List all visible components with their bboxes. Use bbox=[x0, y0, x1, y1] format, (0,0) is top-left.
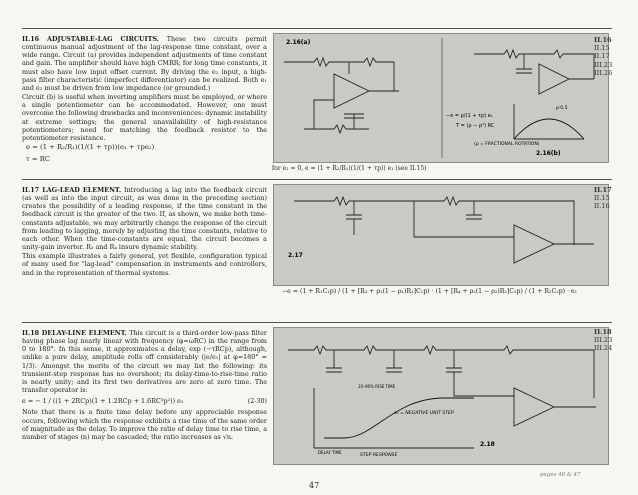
annot-rho-half: ρ·0.5 bbox=[556, 106, 568, 111]
figure-2-18 bbox=[273, 327, 609, 465]
ref-item[interactable]: II.15 bbox=[594, 194, 610, 203]
ref-item[interactable]: III.23 bbox=[594, 60, 613, 69]
refs-ii17 bbox=[594, 186, 612, 211]
section-ii17-para1: Introducing a lag into the feedback circuit (as well as into the input circuit, as was done in the preceding section) creates the possibility of a leading response, if the time constant in the feedback circuit is the greater of the two. If, as shown, we make both time-constants adjustable, we may arbitrarily change the response of the circuit from leading to lagging, merely by adjusting the time constants, relative to each other. When the time-constants are equal, the circuit becomes a unity-gain inverter. R₃ and R₄ insure dynamic stability. bbox=[22, 186, 267, 252]
ref-item[interactable]: III.24 bbox=[594, 344, 613, 353]
annot-fractional-rotation: (ρ = FRACTIONAL ROTATION) bbox=[474, 142, 540, 147]
eq-ii16-3: for e₂ = 0, e = (1 + R₂/R₁)(1/(1 + τp)) e₁ (see II.15) bbox=[272, 165, 427, 172]
eq-ii17: −e = (1 + R₁C₁p) / (1 + [R₃ + ρ₁(1 − ρ₁)R₁]C₁p) · (1 + [R₄ + ρ₂(1 − ρ₂)R₂]C₂p) / (1 + R₂C₂p) · e₁ bbox=[282, 288, 578, 295]
section-ii18-para1: This circuit is a third-order low-pass filter having phase lag nearly linear with frequency (φ≈ωRC) in the range from 0 to 180°. In this sense, it approximates a delay, exp (−τRCp), although, unlike a pure delay, amplitude rolls off considerably (|e/e₁| at φ=180° = 1/3). Amongst the merits of the circuit we may list the following: its transient-step response has no overshoot; its delay-time-to-rise-time ratio is nearly unity; and its first two derivatives are zero at zero time. The transfer operator is: bbox=[22, 329, 267, 395]
ref-item[interactable]: II.16 bbox=[594, 36, 612, 44]
figure-2-16a-label: 2.16(a) bbox=[286, 39, 311, 46]
ref-item[interactable]: III.26 bbox=[594, 68, 613, 77]
section-ii17-text bbox=[22, 186, 267, 278]
annot-rise-time: 10–90% RISE TIME bbox=[358, 384, 396, 389]
eq-ii18-number: (2-30) bbox=[247, 397, 267, 406]
refs-ii16 bbox=[594, 36, 612, 77]
section-ii18-heading: II.18 DELAY-LINE ELEMENT. bbox=[22, 329, 127, 337]
circuit-2-17-diagram bbox=[274, 185, 608, 285]
circuit-2-18-diagram bbox=[274, 328, 608, 464]
pages-note: pages 46 & 47 bbox=[540, 472, 581, 478]
section-ii17-para2: This example illustrates a fairly general, yet flexible, configuration typical of many used for "lag-lead" compensation in instruments and controllers, and in the representation of thermal systems. bbox=[22, 252, 267, 277]
ref-item[interactable]: II.15 bbox=[594, 44, 610, 53]
figure-2-17 bbox=[273, 184, 609, 286]
figure-2-16 bbox=[273, 33, 609, 163]
annot-step-response: STEP RESPONSE bbox=[360, 453, 398, 458]
ref-item[interactable]: II.16 bbox=[594, 202, 610, 211]
ref-item[interactable]: II.17 bbox=[594, 186, 612, 194]
annot-negative-unit-step: e₁ = NEGATIVE UNIT STEP bbox=[394, 411, 454, 416]
section-ii16-para2: Circuit (b) is useful when inverting amplifiers must be employed, or where a single potentiometer can be accommodated. However, one must overcome the following drawbacks and inconveniences: dynamic instability at extreme settings; the general unavailability of high-resistance potentiometers; need for matching the feedback resistor to the potentiometer resistance. bbox=[22, 93, 267, 142]
figure-2-17-label: 2.17 bbox=[288, 252, 303, 259]
eq-ii16-2: τ = RC bbox=[26, 155, 51, 163]
annot-minus-e: −e = ρ/(1 + τρ) e₁ bbox=[446, 113, 493, 119]
section-ii16-para1: These two circuits permit continuous manual adjustment of the lag-response time constant, over a wide range. Circuit (a) provides independent adjustments of time constant and gain. The amplifier should have high CMRR; for long time constants, it must also have low input offset current. By driving the e₂ input, a high-pass filter characteristic (imperfect differentiator) can be realized. Both e₁ and e₂ must be driven from low impedance (or grounded.) bbox=[22, 35, 267, 92]
ref-item[interactable]: III.23 bbox=[594, 336, 613, 345]
ref-item[interactable]: II.18 bbox=[594, 328, 612, 336]
section-ii17 bbox=[22, 179, 612, 321]
annot-delay-time: DELAY TIME bbox=[318, 450, 342, 455]
section-ii16-text bbox=[22, 35, 267, 143]
eq-ii18: e = − 1 / ((1 + 2RCp)(1 + 1.2RCp + 1.6RC²p²)) e₁ bbox=[22, 397, 184, 406]
eq-ii16-1: e = (1 + R₂/R₁)(1/(1 + τp))(e₁ + τpe₂) bbox=[26, 143, 155, 151]
section-ii18-para2: Note that there is a finite time delay before any appreciable response occurs, following which the response exhibits a rise time of the same order of magnitude as the delay. To improve the ratio of delay time to rise time, a number of stages (n) may be cascaded; the ratio increases as √n. bbox=[22, 408, 267, 441]
section-ii18 bbox=[22, 322, 612, 468]
annot-time-constant: T = (ρ − ρ²) RC bbox=[456, 123, 495, 129]
refs-ii18 bbox=[594, 328, 612, 353]
figure-2-18-label: 2.18 bbox=[480, 441, 495, 448]
section-ii17-heading: II.17 LAG-LEAD ELEMENT. bbox=[22, 186, 122, 194]
section-ii16 bbox=[22, 28, 612, 177]
circuit-2-16-diagram bbox=[274, 34, 608, 162]
figure-2-16b-label: 2.16(b) bbox=[536, 150, 561, 157]
ref-item[interactable]: II.17 bbox=[594, 52, 610, 61]
section-ii16-heading: II.16 ADJUSTABLE-LAG CIRCUITS. bbox=[22, 35, 159, 43]
page-number: 47 bbox=[309, 481, 320, 490]
section-ii18-text bbox=[22, 329, 267, 442]
